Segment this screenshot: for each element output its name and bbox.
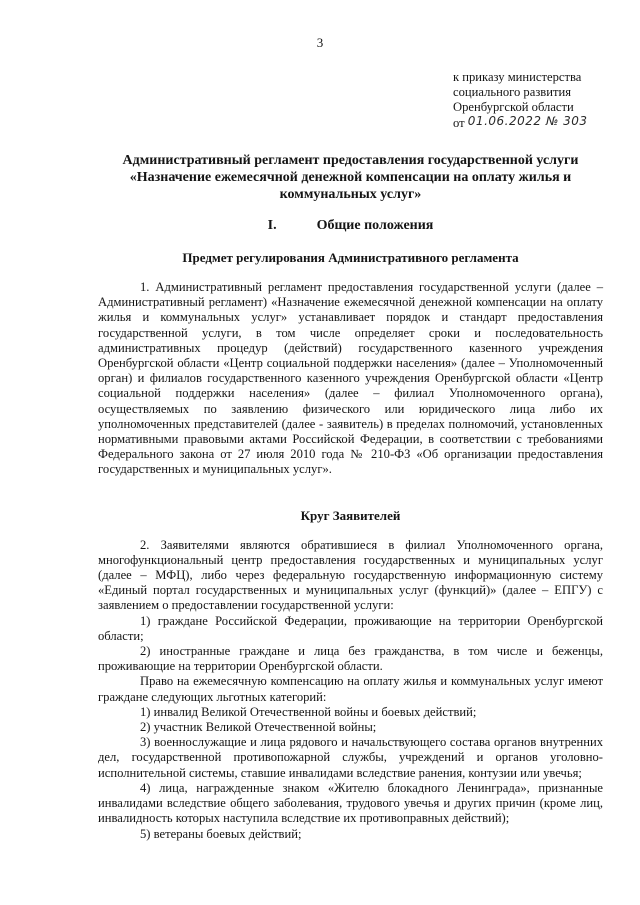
handwritten-date: 01.06.2022 № 303: [467, 113, 588, 128]
list-item: 5) ветераны боевых действий;: [140, 826, 302, 841]
list-item: 1) граждане Российской Федерации, проживающие на территории Оренбургской области;: [98, 613, 603, 643]
list-item: 1) инвалид Великой Отечественной войны и боевых действий;: [140, 704, 477, 719]
section-number: I.: [267, 218, 277, 233]
list-item: 3) военнослужащие и лица рядового и начальствующего состава органов внутренних дел, государственной противопожарной службы, учреждений и органов уголовно-исполнительной системы, ставшие инвалидами вследствие ранения, контузии или увечья;: [98, 735, 603, 780]
approval-block: [453, 70, 633, 131]
document-title: Административный регламент предоставления государственной услуги «Назначение ежемесячной денежной компенсации на оплату жилья и коммунальных услуг»: [122, 153, 579, 202]
list-item: 2) участник Великой Отечественной войны;: [140, 720, 377, 735]
page-number: 3: [316, 35, 324, 50]
section-title: Общие положения: [316, 218, 434, 233]
approval-line-3: Оренбургской области: [453, 100, 574, 115]
section-heading: [98, 217, 603, 234]
document-body: [98, 152, 603, 842]
paragraph-2: 2. Заявителями являются обратившиеся в филиал Уполномоченного органа, многофункциональный центр предоставления государственных и муниципальных услуг (далее – МФЦ), либо через федеральную государственную информационную систему «Единый портал государственных и муниципальных услуг (функций)» (далее – ЕПГУ) с заявлением о предоставлении государственной услуги:: [98, 537, 603, 613]
paragraph-1: 1. Административный регламент предоставления государственной услуги (далее – Административный регламент) «Назначение ежемесячной денежной компенсации на оплату жилья и коммунальных услуг» устанавливает порядок и стандарт предоставления государственной услуги, в том числе определяет сроки и последовательность административных процедур (действий) государственного казенного учреждения Оренбургской области «Центр социальной поддержки населения» (далее – Уполномоченный орган) и филиалов государственного казенного учреждения Оренбургской области «Центр социальной поддержки населения» (далее – филиал Уполномоченного органа), осуществляемых по заявлению физического или юридического лица либо их уполномоченных представителей (далее - заявитель) в пределах полномочий, установленных нормативными правовыми актами Российской Федерации, в соответствии с требованиями Федерального закона от 27 июля 2010 года № 210-ФЗ «Об организации предоставления государственных и муниципальных услуг».: [98, 280, 603, 477]
approval-line-2: социального развития: [453, 85, 572, 100]
list-item: 2) иностранные граждане и лица без гражданства, в том числе и беженцы, проживающие на территории Оренбургской области.: [98, 644, 603, 674]
list-item: 4) лица, награжденные знаком «Жителю блокадного Ленинграда», признанные инвалидами вследствие общего заболевания, трудового увечья и других причин (кроме лиц, инвалидность которых наступила вследствие их противоправных действий);: [98, 780, 603, 826]
approval-line-1: к приказу министерства: [453, 70, 582, 84]
applicants-heading: Круг Заявителей: [300, 507, 401, 523]
date-prefix: от: [453, 115, 465, 130]
approval-date-line: [453, 113, 633, 131]
subject-heading: Предмет регулирования Административного регламента: [182, 250, 519, 265]
right-text: Право на ежемесячную компенсацию на оплату жилья и коммунальных услуг имеют граждане следующих льготных категорий:: [98, 674, 603, 704]
